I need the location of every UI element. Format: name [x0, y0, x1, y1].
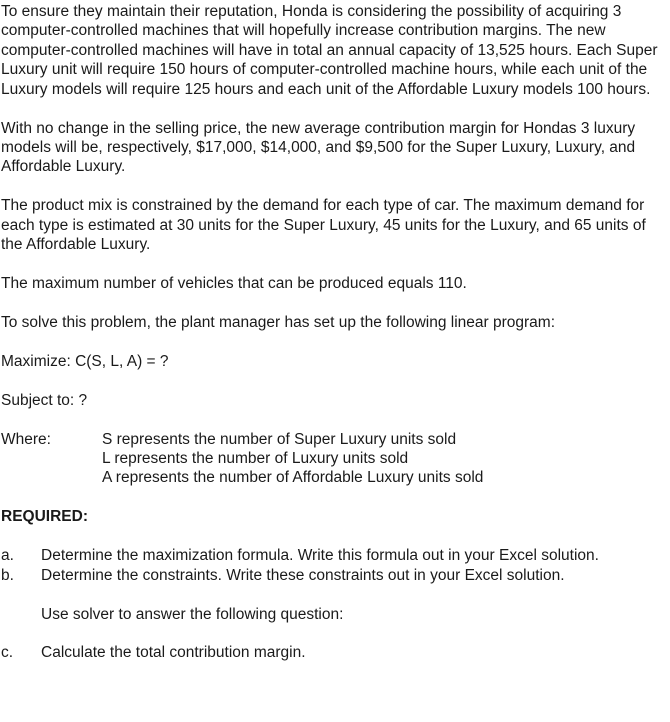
- required-item-c: [1, 643, 664, 662]
- where-lines: [102, 430, 483, 488]
- item-letter: c.: [1, 644, 14, 662]
- variable-s-definition: S represents the number of Super Luxury units sold: [102, 430, 457, 448]
- required-heading: REQUIRED:: [1, 508, 88, 526]
- item-text: Determine the maximization formula. Write this formula out in your Excel solution.: [41, 547, 599, 565]
- document-body: [0, 2, 670, 663]
- maximize-line: Maximize: C(S, L, A) = ?: [1, 352, 169, 370]
- variable-a-definition: A represents the number of Affordable Luxury units sold: [102, 469, 484, 487]
- required-item-a: [1, 546, 664, 565]
- linear-program-paragraph: To solve this problem, the plant manager has set up the following linear program:: [1, 313, 555, 331]
- required-list: [1, 546, 664, 585]
- intro-paragraph: To ensure they maintain their reputation, Honda is considering the possibility of acquiring 3 computer-controlled machines that will hopefully increase contribution margins. The new computer-controlled machines will have in total an annual capacity of 13,525 hours. Each Super Luxury unit will require 150 hours of computer-controlled machine hours, while each unit of the Luxury models will require 125 hours and each unit of the Affordable Luxury models 100 hours.: [1, 3, 658, 98]
- item-letter: a.: [1, 547, 14, 565]
- item-text: Determine the constraints. Write these constraints out in your Excel solution.: [41, 566, 565, 584]
- variable-l-definition: L represents the number of Luxury units sold: [102, 450, 409, 467]
- variable-definitions: [1, 430, 664, 488]
- item-text: Calculate the total contribution margin.: [41, 644, 306, 662]
- item-letter: b.: [1, 566, 14, 584]
- max-vehicles-paragraph: The maximum number of vehicles that can be produced equals 110.: [1, 274, 467, 292]
- contribution-margin-paragraph: With no change in the selling price, the new average contribution margin for Hondas 3 luxury models will be, respectively, $17,000, $14,000, and $9,500 for the Super Luxury, Luxury, and Affordable Luxury.: [1, 119, 636, 176]
- demand-paragraph: The product mix is constrained by the demand for each type of car. The maximum demand for each type is estimated at 30 units for the Super Luxury, 45 units for the Luxury, and 65 units of the Affordable Luxury.: [1, 197, 646, 254]
- solver-note: Use solver to answer the following question:: [41, 605, 344, 623]
- where-label: Where:: [1, 430, 51, 448]
- required-item-b: [1, 566, 664, 585]
- subject-to-line: Subject to: ?: [1, 391, 88, 409]
